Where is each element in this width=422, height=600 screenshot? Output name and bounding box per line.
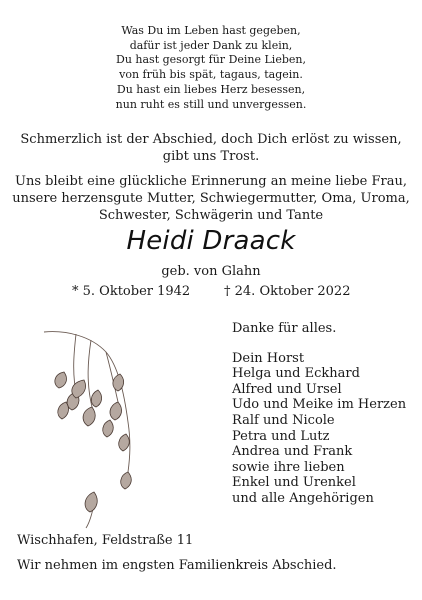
paragraph-line: Schmerzlich ist der Abschied, doch Dich erlöst zu wissen, [20,132,402,147]
paragraph-line: gibt uns Trost. [162,149,260,164]
birth-name: geb. von Glahn [161,264,261,279]
birth-date: * 5. Oktober 1942 [72,284,191,299]
address: Wischhafen, Feldstraße 11 [17,533,194,548]
mourner-line: Enkel und Urenkel [232,475,356,491]
mourner-line: Alfred und Ursel [232,381,342,397]
poem [0,24,422,112]
paragraph-line: Uns bleibt eine glückliche Erinnerung an meine liebe Frau, [15,174,407,189]
birch-leaves-illustration [36,322,146,532]
thanks-line: Danke für alles. [232,321,337,336]
poem-line: von früh bis spät, tagaus, tagein. [119,68,303,82]
mourner-line: Dein Horst [232,350,305,366]
mourner-line: Udo und Meike im Herzen [232,397,407,413]
poem-line: Was Du im Leben hast gegeben, [121,24,301,37]
poem-line: Du hast gesorgt für Deine Lieben, [116,53,306,67]
poem-line: Du hast ein liebes Herz besessen, [116,82,306,96]
mourners-block [232,321,406,507]
deceased-name: Heidi Draack [126,226,296,256]
mourner-line: Petra und Lutz [232,428,330,444]
mourner-line: Ralf und Nicole [232,412,335,428]
farewell-paragraph [10,131,412,165]
memory-paragraph [10,173,412,224]
mourner-line: und alle Angehörigen [232,490,374,506]
death-date: † 24. Oktober 2022 [224,284,351,299]
paragraph-line: Schwester, Schwägerin und Tante [98,208,324,223]
paragraph-line: unsere herzensgute Mutter, Schwiegermutter, Oma, Uroma, [12,191,410,206]
mourner-line: Helga und Eckhard [232,366,360,382]
mourner-line: Andrea und Frank [232,444,353,460]
closing-note: Wir nehmen im engsten Familienkreis Abschied. [17,558,337,573]
poem-line: dafür ist jeder Dank zu klein, [129,38,293,52]
poem-line: nun ruht es still und unvergessen. [115,97,307,111]
mourner-line: sowie ihre lieben [232,459,345,475]
